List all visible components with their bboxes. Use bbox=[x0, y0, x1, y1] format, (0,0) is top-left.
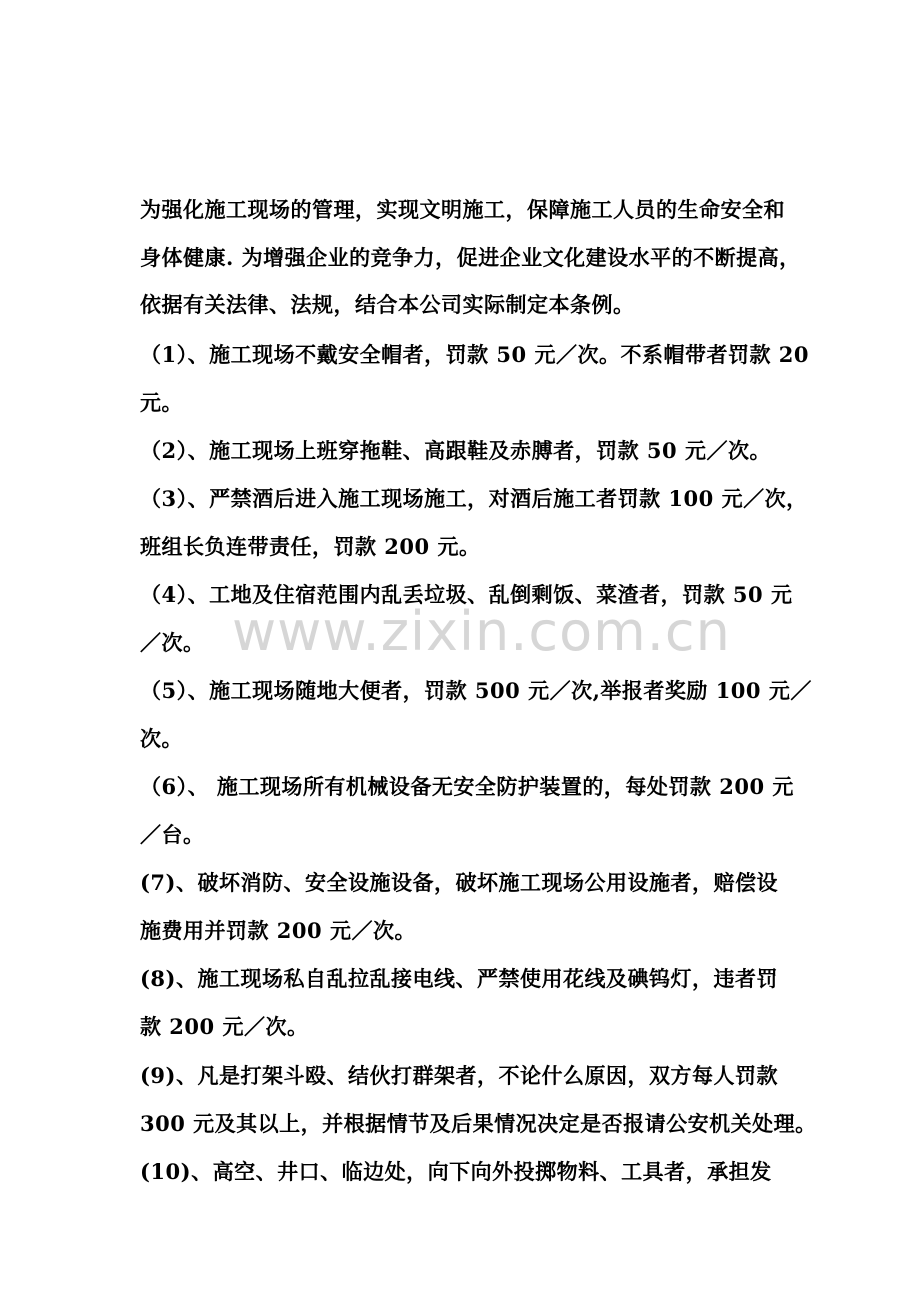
paragraph-line: 为强化施工现场的管理，实现文明施工，保障施工人员的生命安全和 bbox=[140, 197, 785, 222]
rule-item-3-cont: 班组长负连带责任，罚款 200 元。 bbox=[140, 534, 481, 559]
rule-item-8: (8)、施工现场私自乱拉乱接电线、严禁使用花线及碘钨灯，违者罚 bbox=[140, 966, 778, 991]
rule-item-9-cont: 300 元及其以上，并根据情节及后果情况决定是否报请公安机关处理。 bbox=[140, 1111, 817, 1136]
rule-item-6-cont: ／台。 bbox=[140, 822, 205, 847]
rule-item-7-cont: 施费用并罚款 200 元／次。 bbox=[140, 918, 416, 943]
rule-item-9: (9)、凡是打架斗殴、结伙打群架者，不论什么原因，双方每人罚款 bbox=[140, 1063, 778, 1088]
rule-item-4: （4）、工地及住宿范围内乱丢垃圾、乱倒剩饭、菜渣者，罚款 50 元 bbox=[140, 582, 793, 607]
rule-item-5: （5）、施工现场随地大便者，罚款 500 元／次,举报者奖励 100 元／ bbox=[140, 678, 812, 703]
rule-item-1-cont: 元。 bbox=[140, 390, 183, 415]
paragraph-line: 依据有关法律、法规，结合本公司实际制定本条例。 bbox=[140, 292, 635, 317]
rule-item-4-cont: ／次。 bbox=[140, 630, 205, 655]
rule-item-5-cont: 次。 bbox=[140, 726, 183, 751]
rule-item-8-cont: 款 200 元／次。 bbox=[140, 1014, 309, 1039]
rule-item-2: （2）、施工现场上班穿拖鞋、高跟鞋及赤膊者，罚款 50 元／次。 bbox=[140, 438, 771, 463]
rule-item-6: （6）、 施工现场所有机械设备无安全防护装置的，每处罚款 200 元 bbox=[140, 774, 794, 799]
watermark: www.zixin.com.cn bbox=[232, 600, 731, 663]
rule-item-7: (7)、破坏消防、安全设施设备，破坏施工现场公用设施者，赔偿设 bbox=[140, 870, 778, 895]
rule-item-3: （3）、严禁酒后进入施工现场施工，对酒后施工者罚款 100 元／次， bbox=[140, 486, 808, 511]
paragraph-line: 身体健康. 为增强企业的竞争力，促进企业文化建设水平的不断提高， bbox=[140, 245, 801, 270]
rule-item-10: (10)、高空、井口、临边处，向下向外投掷物料、工具者，承担发 bbox=[140, 1159, 772, 1184]
rule-item-1: （1）、施工现场不戴安全帽者，罚款 50 元／次。不系帽带者罚款 20 bbox=[140, 342, 809, 367]
